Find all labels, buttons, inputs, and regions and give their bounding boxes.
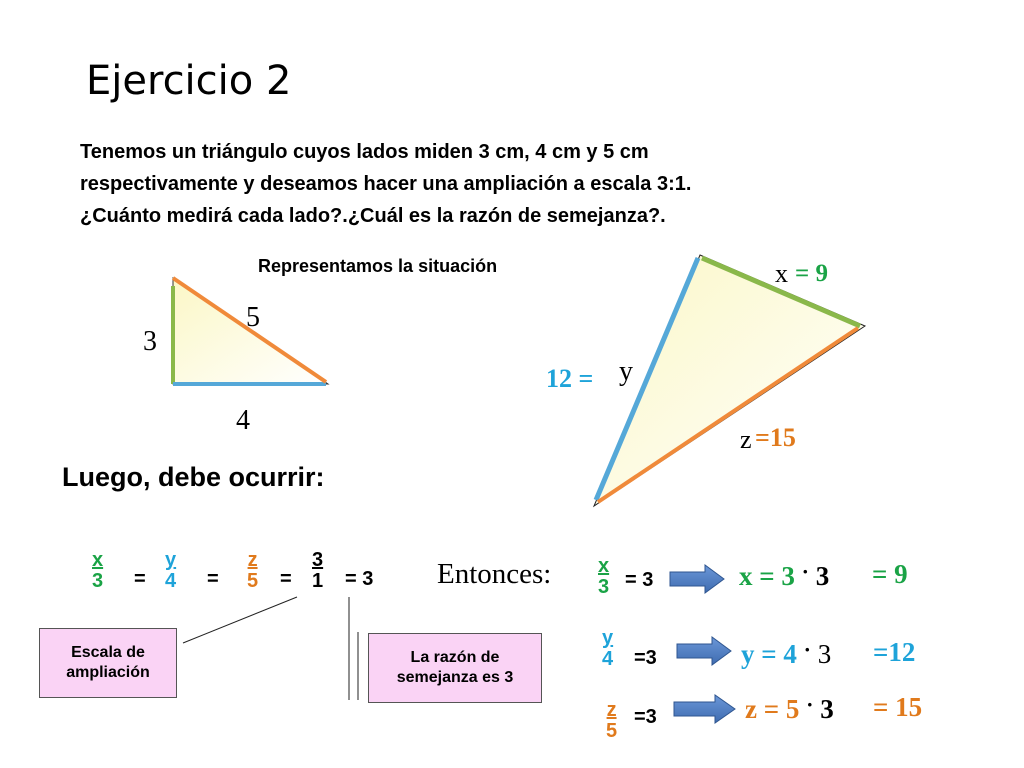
equals-sign: = (207, 568, 219, 590)
denominator: 4 (165, 570, 177, 592)
side-label: 4 (236, 405, 250, 436)
numerator: x (598, 555, 610, 577)
denominator: 1 (312, 570, 324, 592)
side-value-z: =15 (755, 423, 796, 452)
step-equals: = 3 (625, 569, 654, 591)
step-equals: =3 (634, 706, 657, 728)
equals-sign: = (134, 568, 146, 590)
side-label: 5 (246, 302, 260, 333)
step-expression: y = 4 · 3 (741, 637, 832, 669)
arrow-icon (670, 565, 724, 593)
side-value-y: 12 = (546, 364, 594, 393)
side-variable-y: y (619, 356, 633, 387)
denominator: 3 (598, 576, 610, 598)
problem-line: ¿Cuánto medirá cada lado?.¿Cuál es la razón de semejanza?. (80, 205, 666, 227)
fraction-y (165, 550, 176, 592)
callout-line: Escala de (71, 644, 145, 661)
equals-sign: = (280, 568, 292, 590)
fraction-y (602, 628, 613, 670)
numerator: y (602, 627, 614, 649)
denominator: 3 (92, 570, 104, 592)
numerator: x (92, 549, 104, 571)
connector-line (183, 597, 297, 643)
numerator: y (165, 549, 177, 571)
problem-line: Tenemos un triángulo cuyos lados miden 3 cm, 4 cm y 5 cm (80, 141, 649, 163)
problem-statement (80, 136, 940, 232)
denominator: 5 (606, 720, 618, 742)
step-equals: =3 (634, 647, 657, 669)
fraction-z (247, 550, 258, 592)
page-title: Ejercicio 2 (86, 58, 292, 104)
callout-line: semejanza es 3 (396, 669, 514, 686)
step-expression: z = 5 · 3 (745, 692, 834, 724)
denominator: 5 (247, 570, 259, 592)
scale-callout (39, 628, 177, 698)
section-heading: Luego, debe ocurrir: (62, 462, 325, 492)
arrow-icon (674, 695, 735, 723)
callout-line: La razón de (410, 649, 500, 666)
problem-line: respectivamente y deseamos hacer una ampliación a escala 3:1. (80, 173, 692, 195)
step-result: = 15 (873, 692, 923, 722)
subtitle: Representamos la situación (258, 256, 498, 276)
numerator: 3 (312, 549, 324, 571)
side-label: 3 (143, 326, 157, 357)
step-result: = 9 (872, 559, 908, 589)
fraction-x (598, 556, 609, 598)
big-triangle (594, 255, 865, 506)
denominator: 4 (602, 648, 614, 670)
fraction-ratio (312, 550, 323, 592)
step-expression: x = 3 · 3 (739, 559, 830, 591)
callout-line: ampliación (66, 664, 150, 681)
entonces-label: Entonces: (437, 558, 552, 590)
side-variable-x: x (775, 259, 788, 288)
ratio-result: = 3 (345, 568, 374, 590)
step-result: =12 (873, 637, 916, 667)
side-value-x: = 9 (795, 260, 828, 287)
fraction-x (92, 550, 103, 592)
ratio-callout (368, 633, 542, 703)
numerator: z (247, 549, 258, 571)
side-variable-z: z (740, 425, 752, 454)
numerator: z (606, 699, 617, 721)
arrow-icon (677, 637, 731, 665)
fraction-z (606, 700, 617, 742)
